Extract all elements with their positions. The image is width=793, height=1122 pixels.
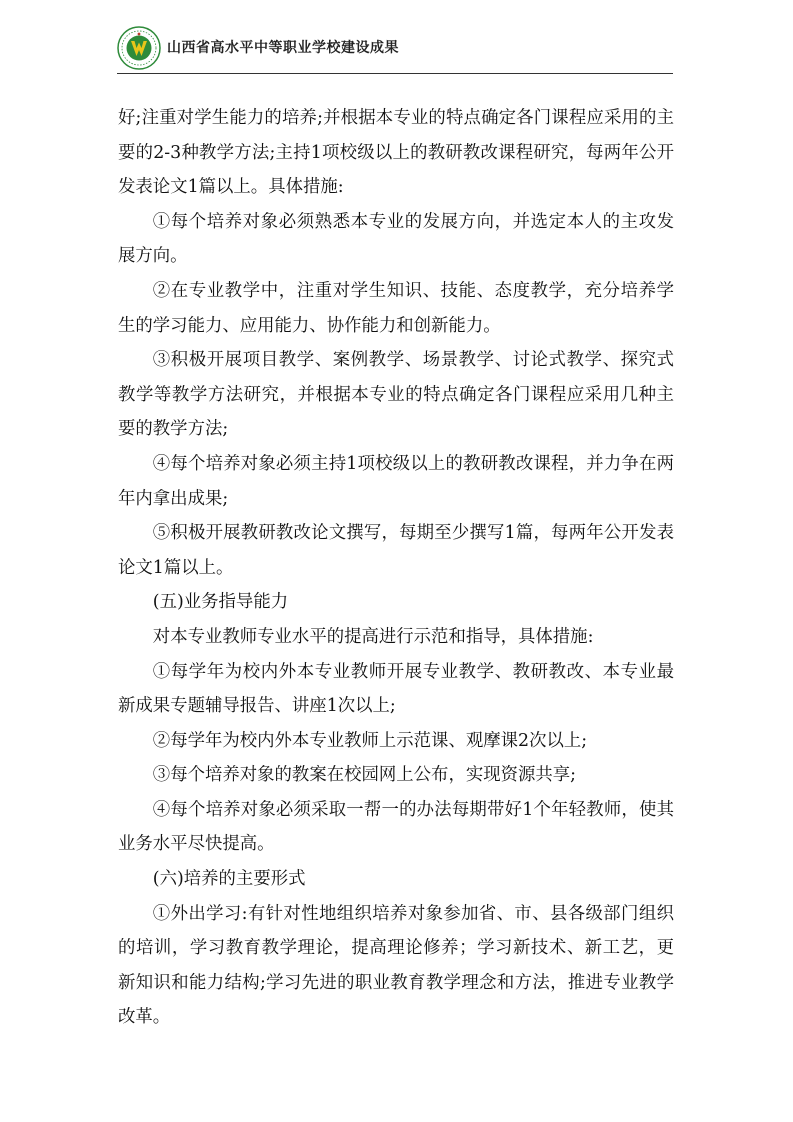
guidance-item-2: ②每学年为校内外本专业教师上示范课、观摩课2次以上; <box>152 730 588 751</box>
measure-item-2: ②在专业教学中，注重对学生知识、技能、态度教学，充分培养学生的学习能力、应用能力、协作能力和创新能力。 <box>118 280 674 336</box>
page-header <box>117 26 673 74</box>
guidance-item-4: ④每个培养对象必须采取一帮一的办法每期带好1个年轻教师，使其业务水平尽快提高。 <box>118 799 674 855</box>
measure-item-3: ③积极开展项目教学、案例教学、场景教学、讨论式教学、探究式教学等教学方法研究，并根据本专业的特点确定各门课程应采用几种主要的教学方法; <box>118 350 674 440</box>
training-form-item-1: ①外出学习:有针对性地组织培养对象参加省、市、县各级部门组织的培训，学习教育教学理论，提高理论修养；学习新技术、新工艺，更新知识和能力结构;学习先进的职业教育教学理念和方法，推进专业教学改革。 <box>118 903 674 1028</box>
section-heading-6: (六)培养的主要形式 <box>152 869 306 890</box>
section-heading-5: (五)业务指导能力 <box>152 592 289 613</box>
school-emblem-icon <box>117 26 161 70</box>
measure-item-5: ⑤积极开展教研教改论文撰写，每期至少撰写1篇，每两年公开发表论文1篇以上。 <box>118 523 674 578</box>
header-title: 山西省高水平中等职业学校建设成果 <box>167 40 399 56</box>
guidance-item-1: ①每学年为校内外本专业教师开展专业教学、教研教改、本专业最新成果专题辅导报告、讲座1次以上; <box>118 661 674 717</box>
section-intro: 对本专业教师专业水平的提高进行示范和指导，具体措施: <box>152 626 594 647</box>
measure-item-4: ④每个培养对象必须主持1项校级以上的教研教改课程，并力争在两年内拿出成果; <box>118 453 674 509</box>
measure-item-1: ①每个培养对象必须熟悉本专业的发展方向，并选定本人的主攻发展方向。 <box>118 211 674 267</box>
guidance-item-3: ③每个培养对象的教案在校园网上公布，实现资源共享; <box>152 765 577 786</box>
document-body <box>118 101 674 1035</box>
header-divider <box>117 73 673 74</box>
paragraph-continuation: 好;注重对学生能力的培养;并根据本专业的特点确定各门课程应采用的主要的2-3种教学方法;主持1项校级以上的教研教改课程研究，每两年公开发表论文1篇以上。具体措施: <box>118 108 674 198</box>
